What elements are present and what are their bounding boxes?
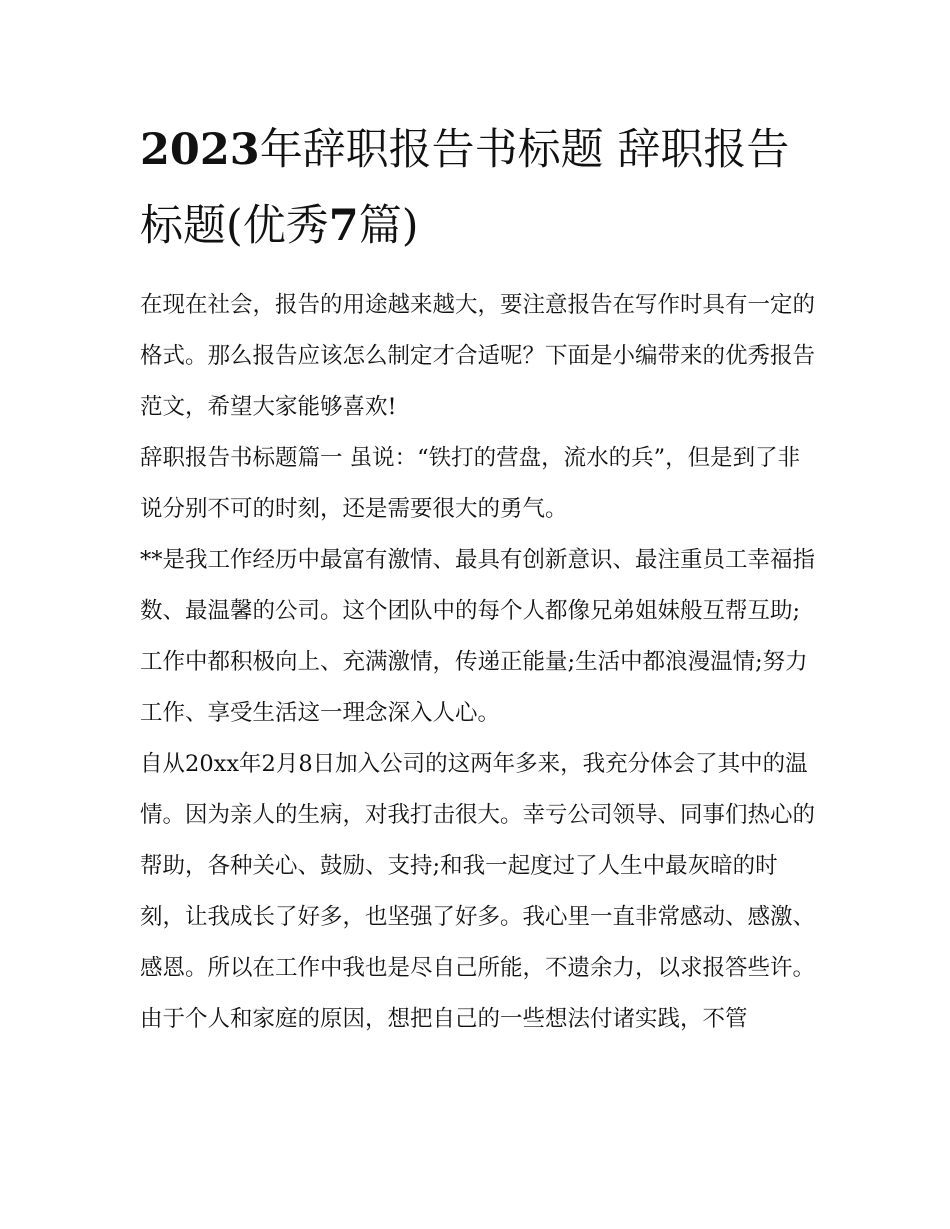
paragraph-experience: 自从20xx年2月8日加入公司的这两年多来，我充分体会了其中的温情。因为亲人的生病，对我打击很大。幸亏公司领导、同事们热心的帮助，各种关心、鼓励、支持;和我一起度过了人生中最灰暗的时刻，让我成长了好多，也坚强了好多。我心里一直非常感动、感激、感恩。所以在工作中我也是尽自己所能，不遗余力，以求报答些许。	[140, 751, 816, 981]
title-count: 7	[328, 201, 359, 251]
paragraph-section-one: 辞职报告书标题篇一 虽说：“铁打的营盘，流水的兵”，但是到了非说分别不可的时刻，还是需要很大的勇气。	[140, 445, 801, 522]
document-title	[140, 112, 820, 264]
paragraph-intro: 在现在社会，报告的用途越来越大，要注意报告在写作时具有一定的格式。那么报告应该怎么制定才合适呢？下面是小编带来的优秀报告范文，希望大家能够喜欢!	[140, 292, 816, 420]
title-text-part1: 年辞职报告书标题 辞职报告标题(优秀	[140, 125, 790, 251]
paragraph-reason: 由于个人和家庭的原因，想把自己的一些想法付诸实践，不管	[140, 1006, 748, 1032]
document-body	[140, 280, 820, 1045]
paragraph-company: **是我工作经历中最富有激情、最具有创新意识、最注重员工幸福指数、最温馨的公司。这个团队中的每个人都像兄弟姐妹般互帮互助;工作中都积极向上、充满激情，传递正能量;生活中都浪漫温情;努力工作、享受生活这一理念深入人心。	[140, 547, 816, 726]
title-year: 2023	[140, 125, 260, 175]
title-text-part2: 篇)	[358, 201, 419, 251]
